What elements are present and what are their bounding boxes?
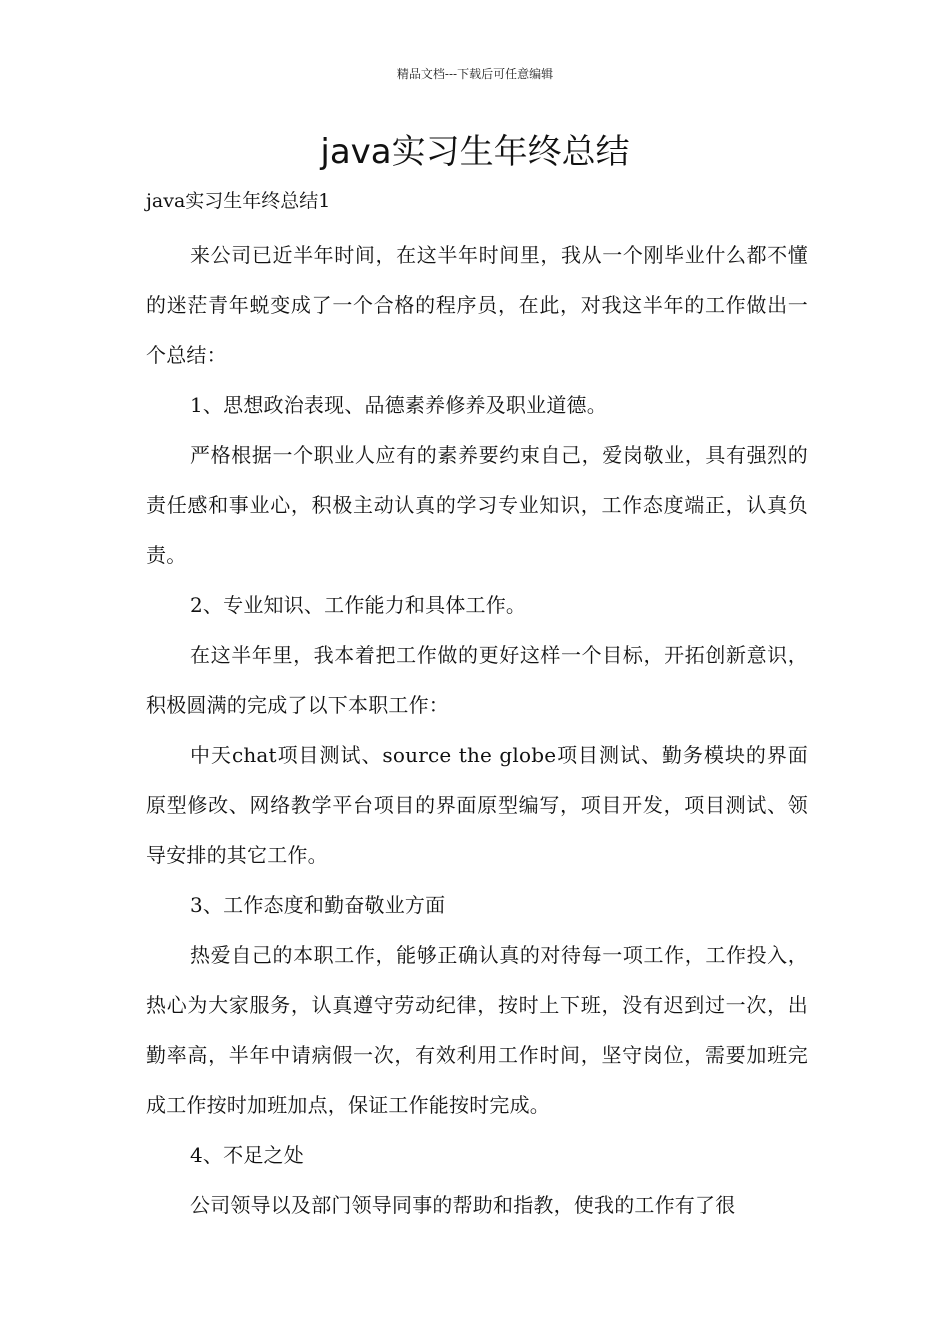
page-header-note: 精品文档---下载后可任意编辑 (396, 67, 554, 81)
document-body (146, 230, 808, 1230)
section-heading-4: 4、不足之处 (190, 1143, 304, 1167)
document-title: java实习生年终总结 (320, 132, 630, 172)
section-heading-2: 2、专业知识、工作能力和具体工作。 (190, 593, 527, 617)
paragraph-projects: 中天chat项目测试、source the globe项目测试、勤务模块的界面原型修改、网络教学平台项目的界面原型编写，项目开发，项目测试、领导安排的其它工作。 (146, 743, 808, 867)
paragraph-goals: 在这半年里，我本着把工作做的更好这样一个目标，开拓创新意识，积极圆满的完成了以下本职工作： (146, 643, 808, 717)
paragraph-ethics: 严格根据一个职业人应有的素养要约束自己，爱岗敬业，具有强烈的责任感和事业心，积极主动认真的学习专业知识，工作态度端正，认真负责。 (146, 443, 808, 567)
document-subtitle: java实习生年终总结1 (146, 190, 331, 212)
paragraph-shortcomings: 公司领导以及部门领导同事的帮助和指教，使我的工作有了很 (190, 1193, 736, 1217)
paragraph-attitude: 热爱自己的本职工作，能够正确认真的对待每一项工作，工作投入，热心为大家服务，认真遵守劳动纪律，按时上下班，没有迟到过一次，出勤率高，半年中请病假一次，有效利用工作时间，坚守岗位，需要加班完成工作按时加班加点，保证工作能按时完成。 (146, 943, 808, 1117)
paragraph-intro: 来公司已近半年时间，在这半年时间里，我从一个刚毕业什么都不懂的迷茫青年蜕变成了一个合格的程序员，在此，对我这半年的工作做出一个总结： (146, 243, 808, 367)
section-heading-1: 1、思想政治表现、品德素养修养及职业道德。 (190, 393, 607, 417)
section-heading-3: 3、工作态度和勤奋敬业方面 (190, 893, 446, 917)
